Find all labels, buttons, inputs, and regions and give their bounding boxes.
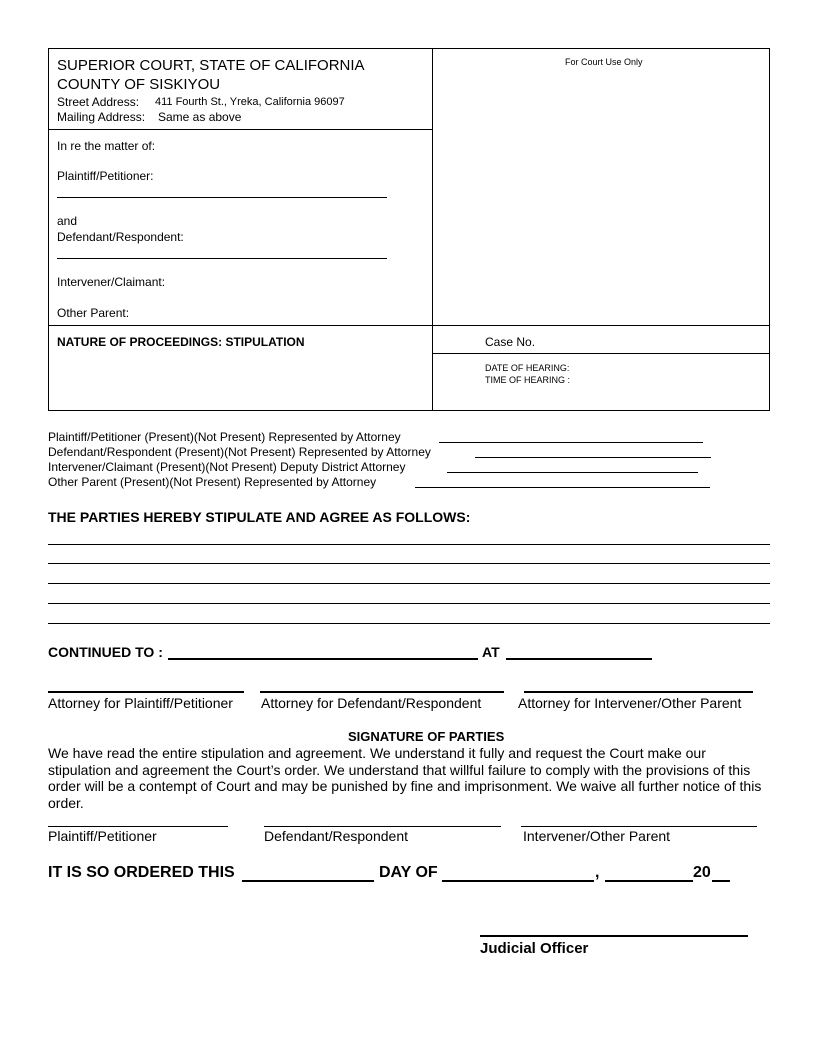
stipulation-line[interactable]: [48, 603, 770, 604]
other-parent-label: Other Parent:: [57, 306, 130, 320]
and-label: and: [57, 214, 78, 228]
nature-of-proceedings: NATURE OF PROCEEDINGS: STIPULATION: [57, 335, 305, 349]
order-comma: ,: [595, 864, 600, 881]
continued-at-label: AT: [482, 644, 500, 660]
court-name: SUPERIOR COURT, STATE OF CALIFORNIA: [57, 57, 365, 74]
attorney-defendant-signature-line[interactable]: [260, 691, 504, 693]
attendance-plaintiff: Plaintiff/Petitioner (Present)(Not Present) Represented by Attorney: [48, 430, 401, 444]
attorney-plaintiff-label: Attorney for Plaintiff/Petitioner: [48, 695, 233, 711]
mailing-address-label: Mailing Address:: [57, 110, 146, 124]
caption-divider-vertical: [432, 48, 433, 411]
continued-to-line[interactable]: [168, 658, 478, 660]
order-month-line[interactable]: [442, 880, 594, 882]
date-of-hearing-label: DATE OF HEARING:: [485, 363, 570, 373]
street-address-label: Street Address:: [57, 95, 140, 109]
attorney-intervener-signature-line[interactable]: [524, 691, 753, 693]
court-use-label: For Court Use Only: [565, 57, 643, 67]
attendance-defendant: Defendant/Respondent (Present)(Not Present) Represented by Attorney: [48, 445, 431, 459]
continued-at-line[interactable]: [506, 658, 652, 660]
judicial-officer-label: Judicial Officer: [480, 940, 589, 957]
in-re-label: In re the matter of:: [57, 139, 156, 153]
defendant-signature-label: Defendant/Respondent: [264, 828, 408, 844]
stipulation-line[interactable]: [48, 563, 770, 564]
intervener-signature-label: Intervener/Other Parent: [523, 828, 671, 844]
judicial-officer-signature-line[interactable]: [480, 935, 748, 937]
attendance-defendant-line[interactable]: [475, 457, 711, 458]
stipulation-line[interactable]: [48, 583, 770, 584]
intervener-label: Intervener/Claimant:: [57, 275, 166, 289]
attorney-intervener-label: Attorney for Intervener/Other Parent: [518, 695, 742, 711]
county-name: COUNTY OF SISKIYOU: [57, 76, 221, 93]
defendant-label: Defendant/Respondent:: [57, 230, 184, 244]
time-of-hearing-label: TIME OF HEARING :: [485, 375, 571, 385]
order-prefix: IT IS SO ORDERED THIS: [48, 864, 235, 881]
plaintiff-signature-line[interactable]: [48, 826, 228, 827]
plaintiff-name-line[interactable]: [57, 197, 387, 198]
stipulation-heading: THE PARTIES HEREBY STIPULATE AND AGREE AS FOLLOWS:: [48, 509, 471, 525]
intervener-signature-line[interactable]: [521, 826, 757, 827]
attendance-other-parent: Other Parent (Present)(Not Present) Represented by Attorney: [48, 475, 377, 489]
attorney-plaintiff-signature-line[interactable]: [48, 691, 244, 693]
order-year-prefix: 20: [693, 864, 711, 881]
signature-heading: SIGNATURE OF PARTIES: [348, 729, 505, 744]
defendant-name-line[interactable]: [57, 258, 387, 259]
plaintiff-signature-label: Plaintiff/Petitioner: [48, 828, 157, 844]
attendance-other-parent-line[interactable]: [415, 487, 710, 488]
order-year-line[interactable]: [712, 880, 730, 882]
stipulation-line[interactable]: [48, 623, 770, 624]
attendance-intervener: Intervener/Claimant (Present)(Not Present) Deputy District Attorney: [48, 460, 406, 474]
order-day-line[interactable]: [242, 880, 374, 882]
case-number-label: Case No.: [485, 335, 536, 349]
plaintiff-label: Plaintiff/Petitioner:: [57, 169, 154, 183]
caption-divider-caseno: [432, 353, 770, 354]
attendance-intervener-line[interactable]: [447, 472, 698, 473]
attorney-defendant-label: Attorney for Defendant/Respondent: [261, 695, 482, 711]
stipulation-line[interactable]: [48, 544, 770, 545]
caption-divider-court: [48, 129, 433, 130]
caption-divider-proceedings: [48, 325, 770, 326]
mailing-address-value: Same as above: [158, 110, 242, 124]
attendance-plaintiff-line[interactable]: [439, 442, 703, 443]
defendant-signature-line[interactable]: [264, 826, 501, 827]
signature-statement: We have read the entire stipulation and agreement. We understand it fully and request the Court make our stipulation and agreement the Court’s order. We understand that willful failure to comply with the provisions of this order will be a contempt of Court and may be punished by fine and imprisonment. We waive all further notice of this order.: [48, 745, 762, 811]
continued-to-label: CONTINUED TO :: [48, 644, 163, 660]
street-address-value: 411 Fourth St., Yreka, California 96097: [155, 96, 345, 108]
order-day-of: DAY OF: [379, 864, 438, 881]
order-date-line[interactable]: [605, 880, 693, 882]
